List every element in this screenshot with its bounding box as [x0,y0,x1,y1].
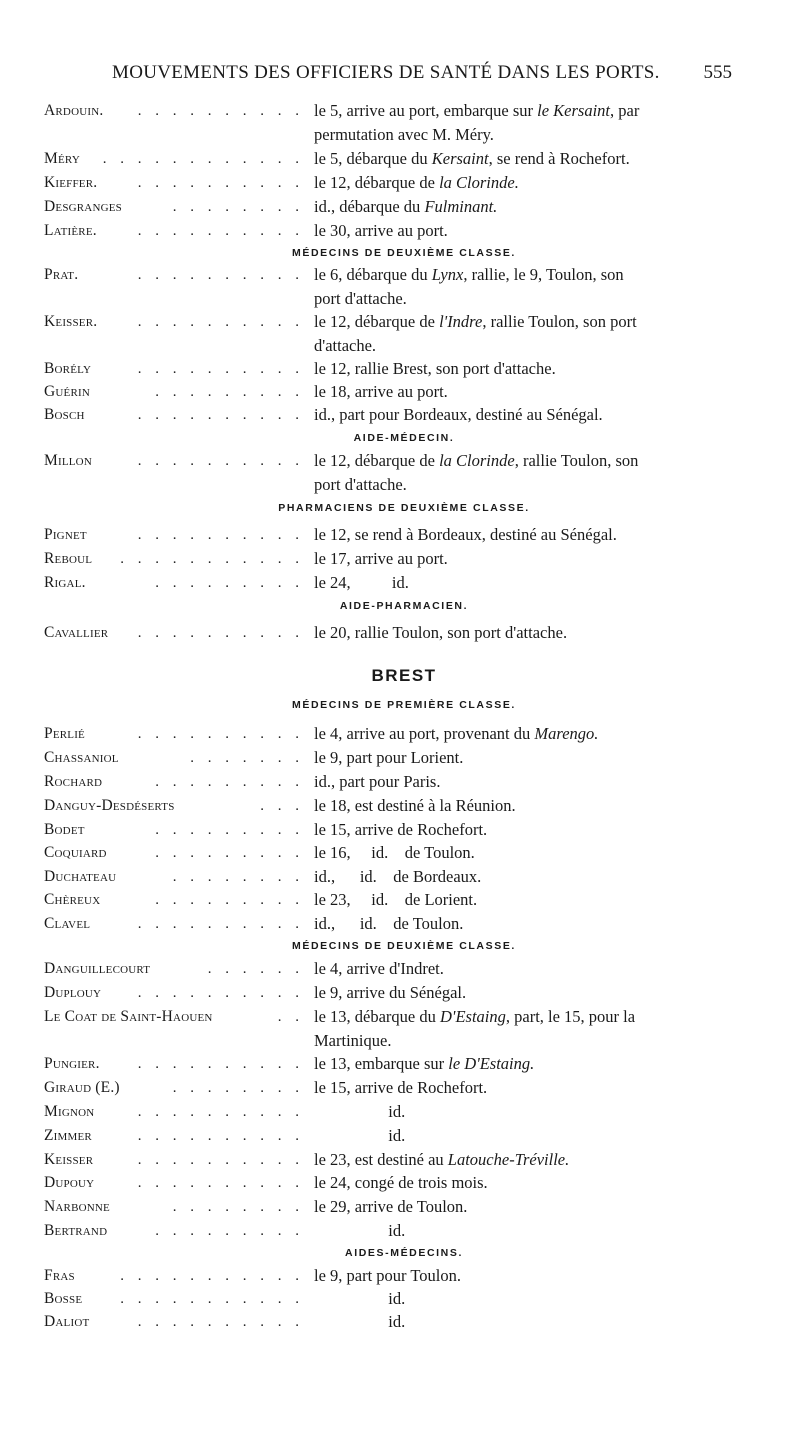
officer-name: Le Coat de Saint-Haouen [44,1008,213,1025]
leader-dots: . . . . . . . . . [155,575,304,591]
movement-text [314,548,448,570]
movement-text [314,264,624,286]
entry-line [44,311,764,333]
entry-line [44,958,764,980]
leader-dots: . . [277,1009,304,1025]
leader-dots: . . . . . . . . . . [137,1175,304,1191]
entry-continuation: Martinique. [314,1031,392,1050]
movement-text [314,747,463,769]
movement-fragment: le 15, arrive de Rochefort. [314,1078,488,1097]
entry-line [44,548,764,570]
leader-dots: . . . . . . . . . . [137,527,304,543]
movement-fragment: le 30, arrive au port. [314,221,448,240]
leader-dots: . . . . . . . . . . [137,103,304,119]
movement-fragment: le 13, embarque sur [314,1054,449,1073]
entry-line [44,723,764,745]
movement-fragment: , rallie Toulon, son [514,451,639,470]
movement-text [314,196,497,218]
ship-name: la Clorinde. [439,173,519,192]
ship-name: Latouche-Tréville. [447,1150,570,1169]
leader-dots: . . . . . . . . . . [137,223,304,239]
movement-text [314,1125,405,1147]
entry-line [44,982,764,1004]
entry-line [44,1311,764,1333]
officer-name: Millon [44,452,92,469]
movement-text [314,723,598,745]
entry-line [44,842,764,864]
movement-fragment: le 23, est destiné au [314,1150,448,1169]
officer-name: Rochard [44,773,103,790]
movement-fragment: id., part pour Paris. [314,772,441,791]
leader-dots: . . . . . . . . . . [137,407,304,423]
movement-fragment: le 18, arrive au port. [314,382,448,401]
movement-fragment: le 15, arrive de Rochefort. [314,820,488,839]
entry-line [44,1101,764,1123]
movement-fragment: id., id. de Toulon. [314,914,464,933]
movement-fragment: le 16, id. de Toulon. [314,843,475,862]
leader-dots: . . . [260,798,304,814]
officer-name: Chèreux [44,891,101,908]
movement-fragment: le 12, débarque de [314,312,440,331]
movement-fragment: id. [314,1221,406,1240]
movement-text [314,795,516,817]
movement-fragment: le 5, arrive au port, embarque sur [314,101,538,120]
leader-dots: . . . . . . . . . . [137,175,304,191]
leader-dots: . . . . . . [207,961,304,977]
leader-dots: . . . . . . . [190,750,304,766]
leader-dots: . . . . . . . . . . [137,361,304,377]
officer-name: Giraud (E.) [44,1079,120,1096]
leader-dots: . . . . . . . . . . [137,453,304,469]
movement-text [314,622,567,644]
officer-name: Kieffer. [44,174,98,191]
movement-fragment: le 5, débarque du [314,149,432,168]
leader-dots: . . . . . . . . . . [137,726,304,742]
entry-line [44,866,764,888]
movement-fragment: le 17, arrive au port. [314,549,448,568]
leader-dots: . . . . . . . . . . [137,314,304,330]
officer-name: Pungier. [44,1055,100,1072]
movement-fragment: , rallie Toulon, son port [482,312,637,331]
officer-name: Ardouin. [44,102,104,119]
movement-fragment: le 9, part pour Toulon. [314,1266,462,1285]
officer-name: Clavel [44,915,91,932]
entry-continuation: permutation avec M. Méry. [314,125,494,144]
leader-dots: . . . . . . . . . . . . [102,151,304,167]
movement-fragment: , par [610,101,640,120]
entry-line [44,1220,764,1242]
movement-text [314,1006,635,1028]
leader-dots: . . . . . . . . . [155,384,304,400]
entry-line [44,196,764,218]
movement-fragment: le 9, part pour Lorient. [314,748,464,767]
leader-dots: . . . . . . . . . . . [120,1268,304,1284]
movement-fragment: le 9, arrive du Sénégal. [314,983,467,1002]
movement-text [314,1149,569,1171]
entry-continuation: port d'attache. [314,289,407,308]
movement-fragment: , rallie, le 9, Toulon, son [463,265,624,284]
movement-text [314,450,638,472]
officer-name: Bosse [44,1290,83,1307]
leader-dots: . . . . . . . . . . [137,916,304,932]
leader-dots: . . . . . . . . [172,199,304,215]
movement-fragment: le 24, congé de trois mois. [314,1173,488,1192]
officer-name: Duchateau [44,868,117,885]
section-heading: MÉDECINS DE PREMIÈRE CLASSE. [292,699,516,711]
entry-line [44,819,764,841]
officer-name: Keisser. [44,313,98,330]
leader-dots: . . . . . . . . . . . [120,1291,304,1307]
entry-line [44,913,764,935]
page-title: MOUVEMENTS DES OFFICIERS DE SANTÉ DANS LES PORTS. [112,62,660,83]
movement-text [314,771,440,793]
movement-text [314,1053,534,1075]
entry-line [44,1006,764,1028]
movement-fragment: le 6, débarque du [314,265,432,284]
officer-name: Cavallier [44,624,109,641]
port-heading: BREST [371,666,437,685]
entry-line [44,1172,764,1194]
leader-dots: . . . . . . . . . [155,845,304,861]
entry-line [44,220,764,242]
movement-text [314,100,639,122]
page-header [112,62,732,92]
officer-name: Keisser [44,1151,94,1168]
officer-name: Daliot [44,1313,90,1330]
entry-line [44,264,764,286]
section-heading: AIDES-MÉDECINS. [345,1247,463,1259]
officer-name: Mignon [44,1103,95,1120]
movement-text [314,842,475,864]
officer-name: Bosch [44,406,85,423]
officer-name: Danguillecourt [44,960,151,977]
movement-fragment: le 12, débarque de [314,173,440,192]
entry-line [44,404,764,426]
movement-text [314,358,556,380]
movement-text [314,381,448,403]
entry-line [44,1053,764,1075]
entry-line [44,771,764,793]
movement-fragment: id. [314,1312,406,1331]
ship-name: la Clorinde [439,451,515,470]
leader-dots: . . . . . . . . [172,1199,304,1215]
leader-dots: . . . . . . . . . . . [120,551,304,567]
leader-dots: . . . . . . . . [172,869,304,885]
movement-fragment: , part, le 15, pour la [505,1007,636,1026]
movement-fragment: id. [314,1289,406,1308]
section-heading: MÉDECINS DE DEUXIÈME CLASSE. [292,247,516,259]
movement-fragment: le 29, arrive de Toulon. [314,1197,468,1216]
leader-dots: . . . . . . . . . . [137,1314,304,1330]
ship-name: le D'Estaing. [448,1054,535,1073]
entry-line [44,100,764,122]
leader-dots: . . . . . . . . . . [137,1152,304,1168]
movement-text [314,311,637,333]
officer-name: Zimmer [44,1127,92,1144]
officer-name: Duplouy [44,984,102,1001]
ship-name: le Kersaint [537,101,610,120]
leader-dots: . . . . . . . . . . [137,985,304,1001]
entry-continuation: port d'attache. [314,475,407,494]
movement-fragment: le 18, est destiné à la Réunion. [314,796,516,815]
movement-fragment: le 4, arrive d'Indret. [314,959,444,978]
officer-name: Fras [44,1267,75,1284]
entry-line [44,1077,764,1099]
movement-text [314,982,466,1004]
officer-name: Prat. [44,266,79,283]
movement-text [314,889,477,911]
movement-fragment: id. [314,1102,406,1121]
officer-name: Borély [44,360,92,377]
movement-text [314,1265,461,1287]
section-heading: AIDE-PHARMACIEN. [339,600,469,612]
movement-fragment: le 4, arrive au port, provenant du [314,724,535,743]
entry-line [44,1125,764,1147]
movement-fragment: le 20, rallie Toulon, son port d'attache. [314,623,568,642]
ship-name: l'Indre [439,312,483,331]
leader-dots: . . . . . . . . . . [137,1056,304,1072]
section-heading: AIDE-MÉDECIN. [353,432,455,444]
movement-fragment: le 24, id. [314,573,409,592]
leader-dots: . . . . . . . . . [155,1223,304,1239]
entry-line [44,1196,764,1218]
movement-text [314,1172,488,1194]
officer-name: Coquiard [44,844,107,861]
officer-name: Méry [44,150,80,167]
movement-text [314,866,481,888]
movement-text [314,913,463,935]
entry-line [44,450,764,472]
officer-name: Latière. [44,222,97,239]
officer-name: Pignet [44,526,87,543]
entry-line [44,524,764,546]
ship-name: D'Estaing [440,1007,506,1026]
officer-name: Bodet [44,821,85,838]
entry-line [44,622,764,644]
movement-text [314,1101,405,1123]
movement-text [314,958,444,980]
entry-line [44,172,764,194]
ship-name: Kersaint [431,149,489,168]
leader-dots: . . . . . . . . . . [137,267,304,283]
movement-fragment: id., id. de Bordeaux. [314,867,482,886]
movement-fragment: id., débarque du [314,197,425,216]
entry-line [44,358,764,380]
movement-text [314,404,603,426]
movement-fragment: le 23, id. de Lorient. [314,890,478,909]
leader-dots: . . . . . . . . . [155,774,304,790]
officer-name: Danguy-Desdéserts [44,797,175,814]
leader-dots: . . . . . . . . . [155,892,304,908]
officer-name: Narbonne [44,1198,110,1215]
movement-text [314,148,630,170]
movement-text [314,572,409,594]
movement-fragment: , se rend à Rochefort. [488,149,630,168]
officer-name: Perlié [44,725,85,742]
section-heading: MÉDECINS DE DEUXIÈME CLASSE. [292,940,516,952]
movement-fragment: id., part pour Bordeaux, destiné au Sénégal. [314,405,603,424]
ship-name: Fulminant. [424,197,498,216]
entry-line [44,1265,764,1287]
movement-fragment: le 12, débarque de [314,451,440,470]
officer-name: Chassaniol [44,749,119,766]
ship-name: Lynx [431,265,464,284]
officer-name: Reboul [44,550,93,567]
ship-name: Marengo. [534,724,599,743]
entry-line [44,572,764,594]
officer-name: Desgranges [44,198,122,215]
officer-name: Dupouy [44,1174,95,1191]
officer-name: Rigal. [44,574,86,591]
movement-fragment: le 12, rallie Brest, son port d'attache. [314,359,556,378]
entry-continuation: d'attache. [314,336,377,355]
entry-line [44,381,764,403]
movement-fragment: le 12, se rend à Bordeaux, destiné au Sénégal. [314,525,617,544]
entry-line [44,889,764,911]
movement-fragment: id. [314,1126,406,1145]
leader-dots: . . . . . . . . [172,1080,304,1096]
entry-line [44,795,764,817]
movement-text [314,1196,467,1218]
officer-name: Bertrand [44,1222,108,1239]
officer-name: Guérin [44,383,91,400]
movement-text [314,220,448,242]
movement-text [314,1311,405,1333]
movement-text [314,1288,405,1310]
leader-dots: . . . . . . . . . . [137,1128,304,1144]
movement-text [314,819,487,841]
leader-dots: . . . . . . . . . . [137,1104,304,1120]
leader-dots: . . . . . . . . . . [137,625,304,641]
movement-text [314,1077,487,1099]
entry-line [44,1288,764,1310]
leader-dots: . . . . . . . . . [155,822,304,838]
entry-line [44,148,764,170]
entry-line [44,1149,764,1171]
section-heading: PHARMACIENS DE DEUXIÈME CLASSE. [278,502,530,514]
movement-text [314,524,617,546]
page-number: 555 [703,62,732,83]
entry-line [44,747,764,769]
movement-fragment: le 13, débarque du [314,1007,440,1026]
movement-text [314,1220,405,1242]
movement-text [314,172,519,194]
